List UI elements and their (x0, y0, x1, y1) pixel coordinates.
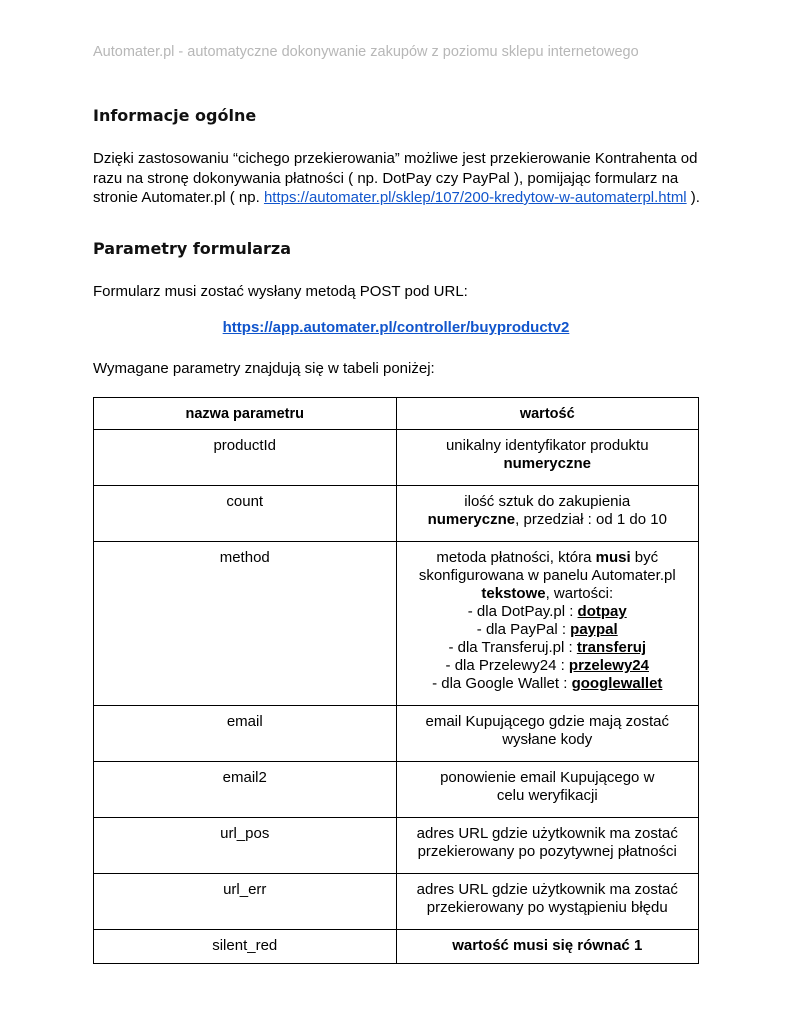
param-value-cell: ponowienie email Kupującego w celu weryfikacji (396, 762, 699, 818)
option-value: googlewallet (571, 675, 663, 692)
param-name-cell: count (94, 486, 397, 542)
general-info-text-end: ). (686, 189, 700, 206)
param-name-cell: email2 (94, 762, 397, 818)
section-title-form-params: Parametry formularza (93, 239, 292, 258)
table-row (94, 930, 699, 964)
value-text: unikalny identyfikator produktu (445, 437, 649, 454)
option-value: paypal (570, 621, 618, 638)
param-value-cell (396, 542, 699, 706)
post-url-container (93, 319, 699, 336)
general-info-text: Dzięki zastosowaniu “cichego przekierowania” możliwe jest przekierowanie Kontrahenta od razu na stronę dokonywania płatności ( np. DotPay czy PayPal ), pomijając formularz na stronie Automater.pl ( np. (93, 150, 698, 206)
table-intro-text: Wymagane parametry znajdują się w tabeli poniżej: (93, 360, 435, 377)
table-row (94, 430, 699, 486)
value-type: numeryczne (503, 455, 592, 472)
option-label: - dla Transferuj.pl : (448, 639, 577, 656)
method-option (448, 639, 646, 656)
param-value-cell (396, 486, 699, 542)
column-header-value: wartość (396, 398, 699, 430)
params-table (93, 397, 699, 964)
option-value: przelewy24 (568, 657, 649, 674)
section-title-general: Informacje ogólne (93, 106, 257, 125)
table-row (94, 486, 699, 542)
param-value-cell: adres URL gdzie użytkownik ma zostać przekierowany po wystąpieniu błędu (396, 874, 699, 930)
method-option (446, 657, 649, 674)
page-header: Automater.pl - automatyczne dokonywanie zakupów z poziomu sklepu internetowego (93, 44, 639, 60)
general-info-paragraph (93, 149, 723, 208)
value-type: tekstowe (481, 585, 546, 602)
param-value-cell: wartość musi się równać 1 (396, 930, 699, 964)
value-range: , przedział : od 1 do 10 (515, 511, 667, 528)
option-label: - dla DotPay.pl : (467, 603, 578, 620)
param-value-cell: email Kupującego gdzie mają zostać wysłane kody (396, 706, 699, 762)
param-name-cell: url_pos (94, 818, 397, 874)
value-text: być skonfigurowana w panelu Automater.pl (418, 549, 676, 584)
option-label: - dla Google Wallet : (432, 675, 572, 692)
option-label: - dla PayPal : (476, 621, 571, 638)
param-name-cell: productId (94, 430, 397, 486)
value-type: numeryczne (427, 511, 516, 528)
param-name-cell: url_err (94, 874, 397, 930)
option-value: transferuj (576, 639, 647, 656)
method-option (432, 675, 662, 692)
form-intro-text: Formularz musi zostać wysłany metodą POST pod URL: (93, 283, 468, 300)
table-row (94, 706, 699, 762)
table-header-row (94, 398, 699, 430)
param-value-cell: adres URL gdzie użytkownik ma zostać przekierowany po pozytywnej płatności (396, 818, 699, 874)
value-text: ilość sztuk do zakupienia (464, 493, 631, 510)
param-value-cell (396, 430, 699, 486)
table-row (94, 762, 699, 818)
param-name-cell: silent_red (94, 930, 397, 964)
method-option (468, 603, 627, 620)
table-row (94, 874, 699, 930)
column-header-name: nazwa parametru (94, 398, 397, 430)
method-option (477, 621, 618, 638)
table-row (94, 818, 699, 874)
value-emphasis: musi (595, 549, 631, 566)
table-row (94, 542, 699, 706)
value-text: , wartości: (545, 585, 614, 602)
example-shop-link[interactable]: https://automater.pl/sklep/107/200-kredytow-w-automaterpl.html (263, 189, 687, 206)
value-text: metoda płatności, która (436, 549, 596, 566)
param-name-cell: email (94, 706, 397, 762)
option-value: dotpay (577, 603, 627, 620)
option-label: - dla Przelewy24 : (445, 657, 569, 674)
post-url-link[interactable]: https://app.automater.pl/controller/buyproductv2 (222, 319, 570, 336)
param-name-cell: method (94, 542, 397, 706)
